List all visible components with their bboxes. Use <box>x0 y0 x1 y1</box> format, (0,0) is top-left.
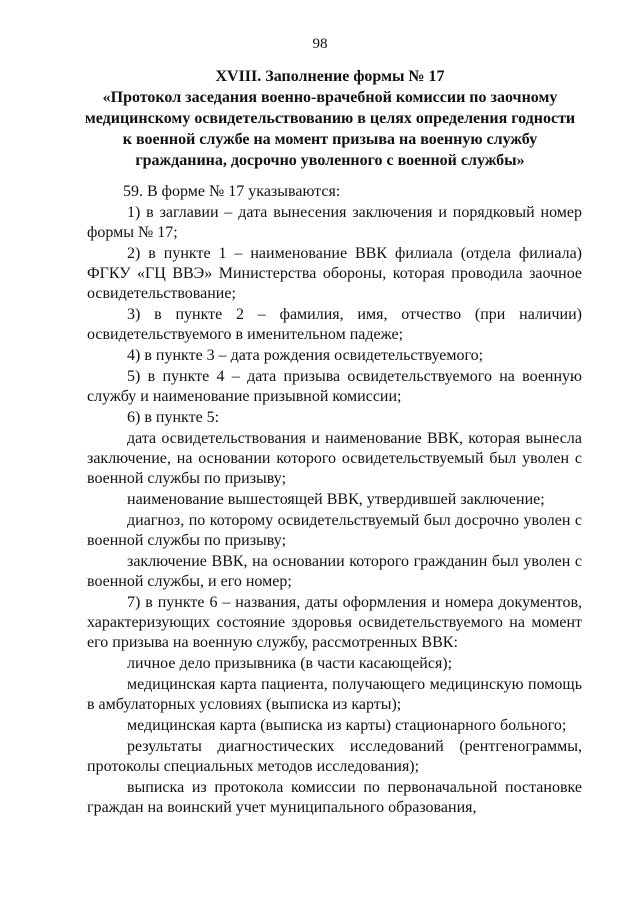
paragraph: диагноз, по которому освидетельствуемый был досрочно уволен с военной службы по призыву; <box>87 512 582 549</box>
paragraph-59: 59. В форме № 17 указываются: <box>123 183 341 200</box>
paragraph: 4) в пункте 3 – дата рождения освидетельствуемого; <box>127 347 484 364</box>
paragraph: личное дело призывника (в части касающейся); <box>127 655 453 672</box>
paragraph: медицинская карта (выписка из карты) стационарного больного; <box>127 717 567 734</box>
paragraph: 5) в пункте 4 – дата призыва освидетельствуемого на военную службу и наименование призывной комиссии; <box>87 368 582 405</box>
paragraph: результаты диагностических исследований (рентгенограммы, протоколы специальных методов исследования); <box>87 738 582 775</box>
paragraph: 2) в пункте 1 – наименование ВВК филиала (отдела филиала) ФГКУ «ГЦ ВВЭ» Министерства обороны, которая проводила заочное освидетельствование; <box>87 245 582 302</box>
section-heading: XVIII. Заполнение формы № 17 <box>215 68 445 85</box>
paragraph: 1) в заглавии – дата вынесения заключения и порядковый номер формы № 17; <box>87 204 582 241</box>
paragraph: 3) в пункте 2 – фамилия, имя, отчество (при наличии) освидетельствуемого в именительном падеже; <box>87 306 582 343</box>
paragraph: дата освидетельствования и наименование ВВК, которая вынесла заключение, на основании которого освидетельствуемый был уволен с военной службы по призыву; <box>87 430 582 487</box>
paragraph: заключение ВВК, на основании которого гражданин был уволен с военной службы, и его номер; <box>87 553 582 590</box>
section-title <box>80 66 580 171</box>
document-body <box>87 182 582 819</box>
page-number: 98 <box>312 36 328 52</box>
paragraph: 6) в пункте 5: <box>127 409 220 426</box>
form-title: «Протокол заседания военно-врачебной комиссии по заочному медицинскому освидетельствованию в целях определения годности к военной службе на момент призыва на военную службу гражданина, досрочно уволенного с военной службы» <box>84 89 576 169</box>
paragraph: медицинская карта пациента, получающего медицинскую помощь в амбулаторных условиях (выписка из карты); <box>87 676 582 713</box>
paragraph: наименование вышестоящей ВВК, утвердившей заключение; <box>127 491 545 508</box>
paragraph: выписка из протокола комиссии по первоначальной постановке граждан на воинский учет муниципального образования, <box>87 779 582 816</box>
paragraph: 7) в пункте 6 – названия, даты оформления и номера документов, характеризующих состояние здоровья освидетельствуемого на момент его призыва на военную службу, рассмотренных ВВК: <box>87 594 582 651</box>
